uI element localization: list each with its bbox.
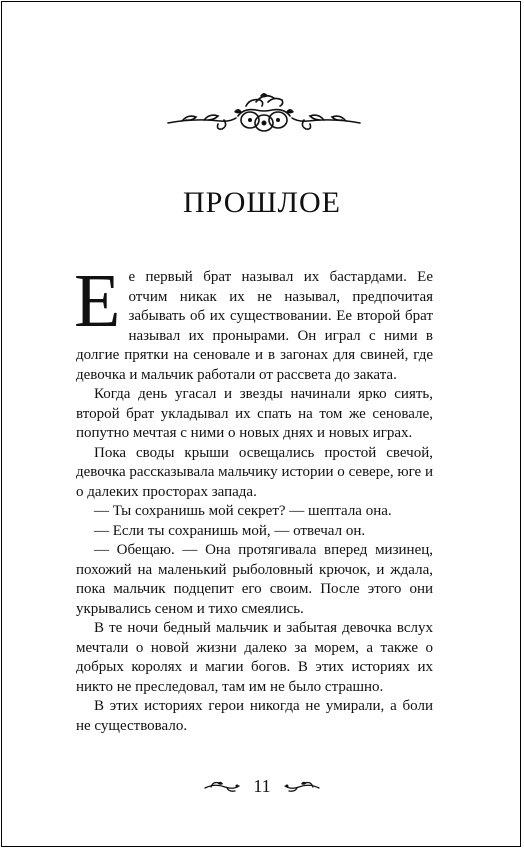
paragraph: — Обещаю. — Она протягивала вперед мизинец, похожий на маленький рыболовный крючок, и ждала, пока мальчик подцепит его своим. После этого они укрывались сеном и тихо смеялись. [76,542,433,617]
paragraph: Пока своды крыши освещались простой свечой, девочка рассказывала мальчику истории о севере, юге и о далеких просторах запада. [76,444,433,500]
chapter-body [74,259,433,736]
leaf-flourish-left-icon [203,779,241,793]
page-number: 11 [253,775,271,796]
paragraph: В те ночи бедный мальчик и забытая девочка вслух мечтали о новой жизни далеко за морем, а также о добрых королях и магии богов. В этих историях их никто не преследовал, там им не было страшно. [76,620,433,695]
book-page [1,1,521,847]
page-footer [2,774,522,798]
ornate-flourish-icon [164,90,364,134]
paragraph: — Если ты сохранишь мой, — отвечал он. [94,522,366,539]
leaf-flourish-right-icon [283,779,321,793]
chapter-title: ПРОШЛОЕ [183,186,341,219]
paragraph: Ее первый брат называл их бастардами. Ее отчим никак их не называл, предпочитая забывать об их существовании. Ее второй брат называл их пронырами. Он играл с ними в долгие прятки на сеновале и в загонах для свиней, где девочка и мальчик работали от рассвета до заката. [74,259,433,383]
paragraph: — Ты сохранишь мой секрет? — шептала она. [94,503,392,519]
paragraph: Когда день угасал и звезды начинали ярко сиять, второй брат укладывал их спать на том же сеновале, попутно мечтая с ними о новых днях и новых играх. [76,386,433,441]
drop-cap: Е [74,259,121,343]
paragraph: В этих историях герои никогда не умирали, а боли не существовало. [76,698,433,734]
